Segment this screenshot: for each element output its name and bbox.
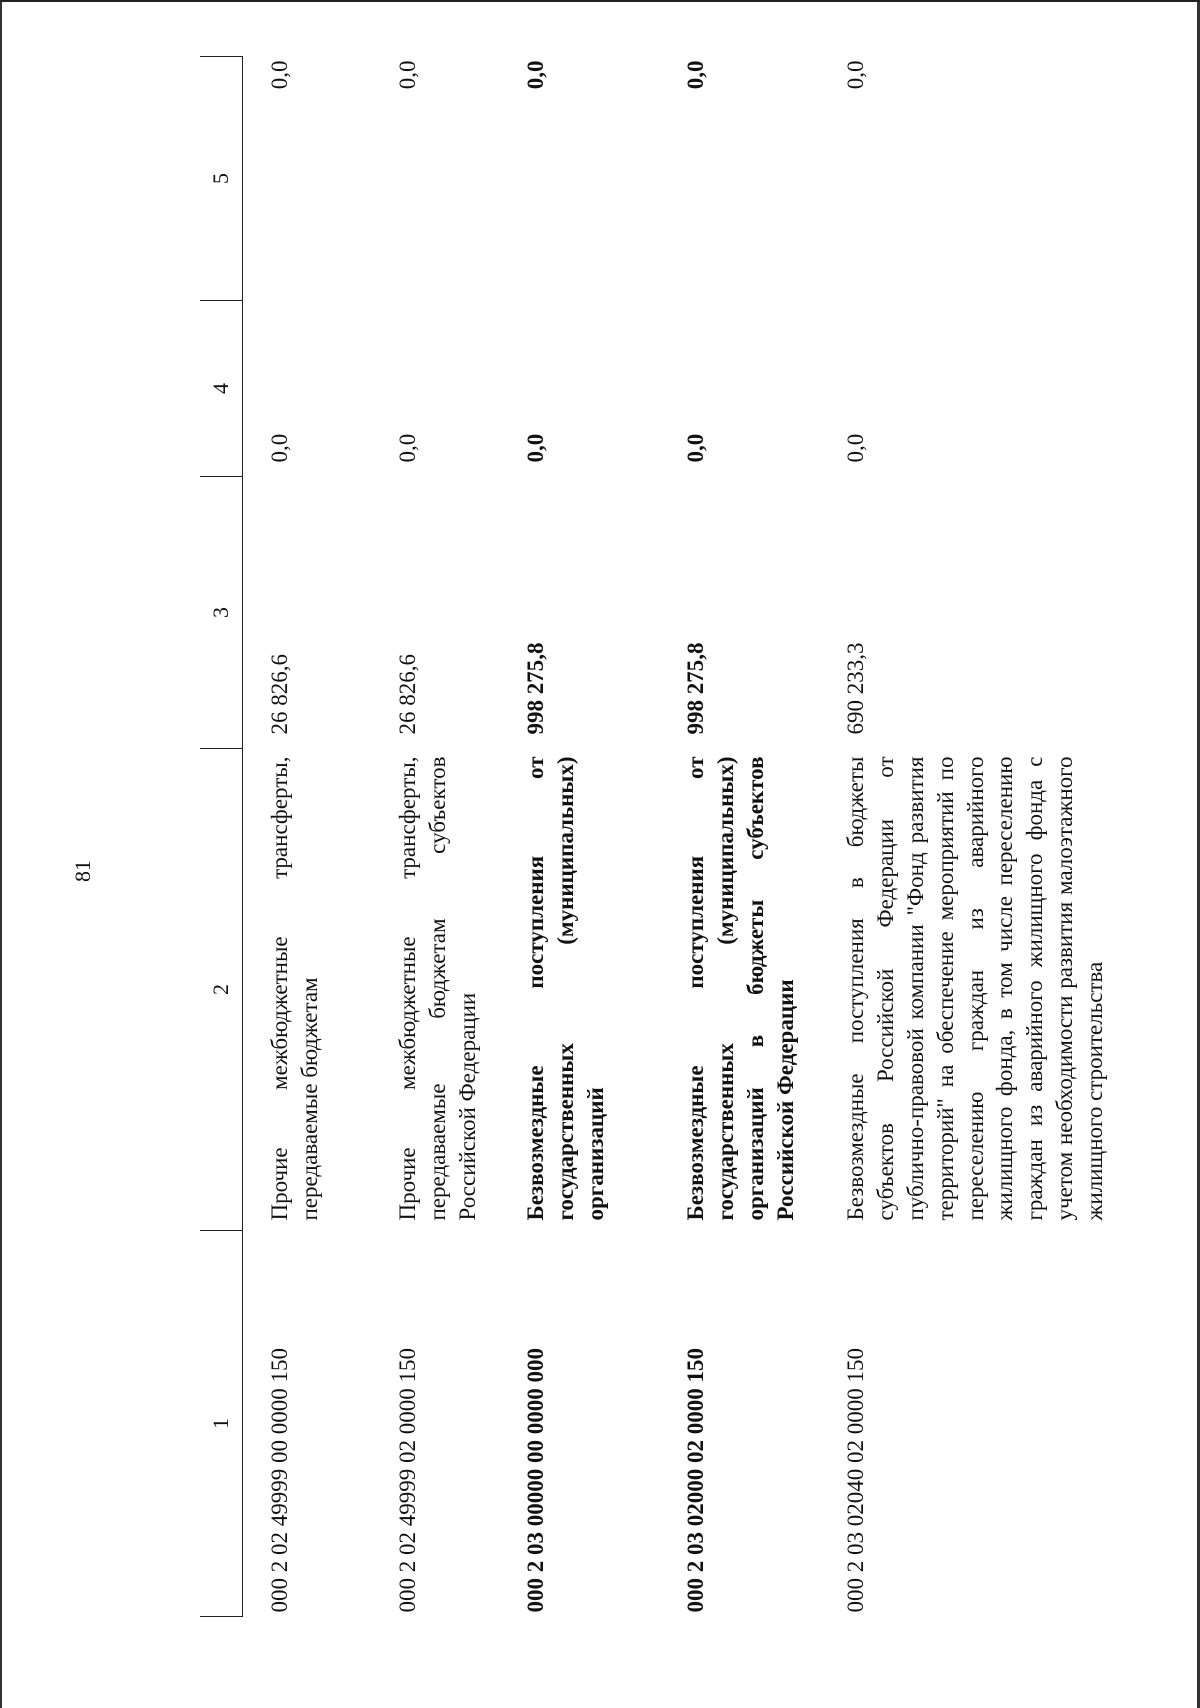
column-header-3: 3 bbox=[200, 477, 243, 749]
amount-col4-cell: 0,0 bbox=[523, 433, 548, 463]
amount-col4-cell: 0,0 bbox=[395, 433, 420, 463]
budget-code-cell: 000 2 03 02040 02 0000 150 bbox=[843, 1348, 868, 1613]
budget-code-cell: 000 2 03 02000 02 0000 150 bbox=[683, 1348, 708, 1613]
revenue-name-cell: Прочие межбюджетные трансферты, передаваемые бюджетам bbox=[267, 756, 322, 1221]
amount-col3-cell: 998 275,8 bbox=[683, 642, 708, 735]
amount-col5-cell: 0,0 bbox=[395, 60, 420, 90]
budget-code-cell: 000 2 03 00000 00 0000 000 bbox=[523, 1348, 548, 1613]
revenue-name-cell: Безвозмездные поступления от государственных (муниципальных) организаций bbox=[523, 756, 608, 1221]
amount-col4-cell: 0,0 bbox=[843, 433, 868, 463]
table-row bbox=[659, 57, 819, 1617]
amount-col3-cell: 26 826,6 bbox=[267, 654, 292, 735]
amount-col3-cell: 690 233,3 bbox=[843, 642, 868, 735]
scan-edge-left bbox=[0, 2, 2, 1708]
column-header-1: 1 bbox=[200, 1231, 243, 1617]
amount-col5-cell: 0,0 bbox=[683, 60, 708, 90]
amount-col3-cell: 998 275,8 bbox=[523, 642, 548, 735]
revenue-name-cell: Безвозмездные поступления в бюджеты субъектов Российской Федерации от публично-правовой компании "Фонд развития территорий" на обеспечение мероприятий по переселению граждан из аварийного жилищного фонда, в том числе переселению граждан из аварийного жилищного фонда с учетом необходимости развития малоэтажного жилищного строительства bbox=[843, 756, 1108, 1221]
column-header-5: 5 bbox=[200, 57, 243, 301]
amount-col5-cell: 0,0 bbox=[523, 60, 548, 90]
page-number: 81 bbox=[70, 860, 95, 882]
amount-col5-cell: 0,0 bbox=[843, 60, 868, 90]
revenue-name-cell: Прочие межбюджетные трансферты, передаваемые бюджетам субъектов Российской Федерации bbox=[395, 756, 480, 1221]
amount-col4-cell: 0,0 bbox=[683, 433, 708, 463]
column-header-4: 4 bbox=[200, 301, 243, 477]
rotated-page bbox=[40, 62, 1180, 1662]
table-row bbox=[819, 57, 1171, 1617]
table-header-row bbox=[200, 57, 243, 1617]
budget-code-cell: 000 2 02 49999 00 0000 150 bbox=[267, 1348, 292, 1613]
table-row bbox=[371, 57, 499, 1617]
amount-col4-cell: 0,0 bbox=[267, 433, 292, 463]
revenue-name-cell: Безвозмездные поступления от государственных (муниципальных) организаций в бюджеты субъектов Российской Федерации bbox=[683, 756, 798, 1221]
amount-col5-cell: 0,0 bbox=[267, 60, 292, 90]
amount-col3-cell: 26 826,6 bbox=[395, 654, 420, 735]
table-row bbox=[243, 57, 372, 1617]
table-row bbox=[499, 57, 659, 1617]
column-header-2: 2 bbox=[200, 749, 243, 1231]
budget-code-cell: 000 2 02 49999 02 0000 150 bbox=[395, 1348, 420, 1613]
budget-revenue-table bbox=[200, 56, 1171, 1617]
